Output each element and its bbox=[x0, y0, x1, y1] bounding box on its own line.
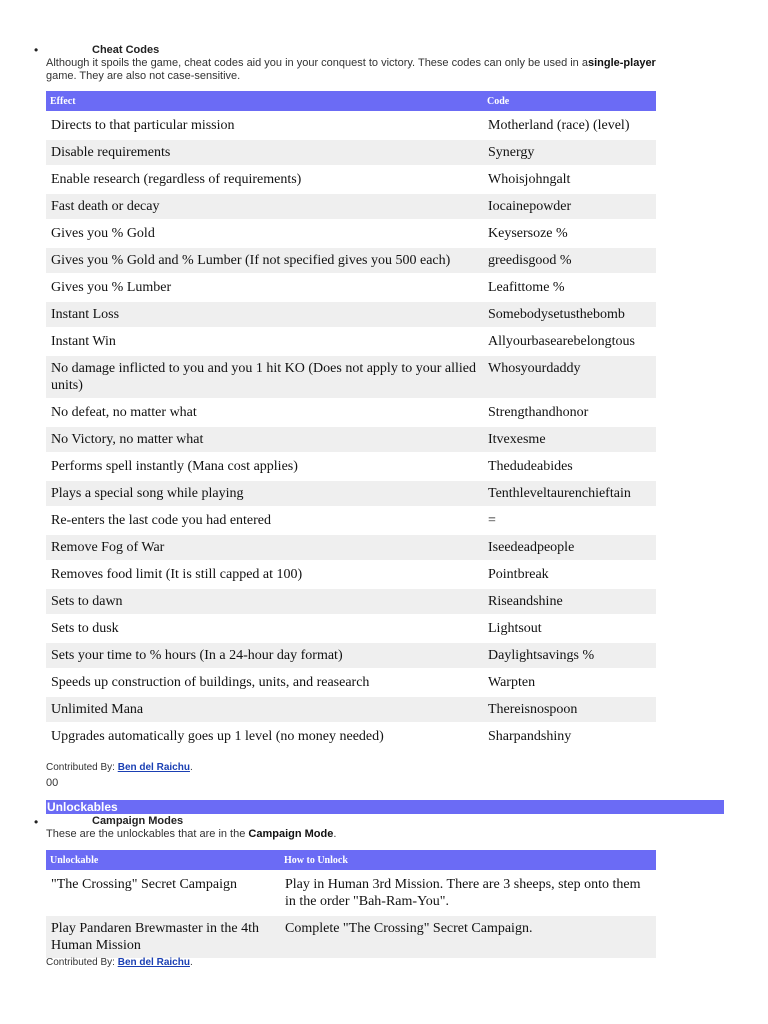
effect-cell: No damage inflicted to you and you 1 hit KO (Does not apply to your allied units) bbox=[46, 355, 483, 399]
code-cell: Thereisnospoon bbox=[483, 696, 656, 723]
extra-line: 00 bbox=[46, 777, 59, 789]
table-row bbox=[46, 696, 656, 723]
code-cell: Whosyourdaddy bbox=[483, 355, 656, 399]
code-cell: Allyourbasearebelongtous bbox=[483, 328, 656, 355]
campaign-contrib-label: Contributed By: bbox=[46, 957, 118, 968]
effect-cell: Plays a special song while playing bbox=[46, 480, 483, 507]
table-row bbox=[46, 166, 656, 193]
table-row bbox=[46, 247, 656, 274]
campaign-contrib-end: . bbox=[189, 957, 193, 968]
table-row bbox=[46, 669, 656, 696]
how-to-unlock-cell: Play in Human 3rd Mission. There are 3 sheeps, step onto them in the order "Bah-Ram-You". bbox=[280, 871, 656, 915]
unlockables-heading: Unlockables bbox=[46, 800, 724, 814]
code-cell: Lightsout bbox=[483, 615, 656, 642]
effect-cell: Performs spell instantly (Mana cost applies) bbox=[46, 453, 483, 480]
campaign-table-header-row bbox=[46, 850, 656, 871]
table-row bbox=[46, 723, 656, 750]
how-to-unlock-column-header: How to Unlock bbox=[280, 850, 656, 871]
cheat-codes-intro bbox=[46, 57, 658, 83]
campaign-unlockables-table bbox=[46, 850, 656, 960]
code-cell: Keysersoze % bbox=[483, 220, 656, 247]
code-cell: Riseandshine bbox=[483, 588, 656, 615]
cheat-table-body bbox=[46, 112, 656, 750]
effect-cell: Directs to that particular mission bbox=[46, 112, 483, 139]
code-cell: Whoisjohngalt bbox=[483, 166, 656, 193]
campaign-modes-bullet: • bbox=[34, 815, 39, 829]
code-cell: Motherland (race) (level) bbox=[483, 112, 656, 139]
table-row bbox=[46, 426, 656, 453]
effect-cell: Instant Loss bbox=[46, 301, 483, 328]
code-cell: Iseedeadpeople bbox=[483, 534, 656, 561]
effect-cell: Sets to dawn bbox=[46, 588, 483, 615]
table-row bbox=[46, 480, 656, 507]
table-row bbox=[46, 915, 656, 959]
table-row bbox=[46, 274, 656, 301]
effect-cell: Fast death or decay bbox=[46, 193, 483, 220]
cheat-contributor bbox=[46, 762, 193, 773]
code-cell: Daylightsavings % bbox=[483, 642, 656, 669]
effect-cell: Disable requirements bbox=[46, 139, 483, 166]
unlockable-cell: "The Crossing" Secret Campaign bbox=[46, 871, 280, 915]
cheat-contrib-end: . bbox=[189, 762, 193, 773]
campaign-intro-text-1: These are the unlockables that are in the bbox=[46, 828, 249, 840]
campaign-modes-heading: Campaign Modes bbox=[92, 815, 184, 827]
table-row bbox=[46, 453, 656, 480]
code-cell: Thedudeabides bbox=[483, 453, 656, 480]
table-row bbox=[46, 561, 656, 588]
effect-cell: Sets to dusk bbox=[46, 615, 483, 642]
effect-column-header: Effect bbox=[46, 91, 483, 112]
campaign-intro-text-2: . bbox=[333, 828, 337, 840]
campaign-contributor bbox=[46, 957, 193, 968]
code-cell: = bbox=[483, 507, 656, 534]
effect-cell: Gives you % Lumber bbox=[46, 274, 483, 301]
table-row bbox=[46, 534, 656, 561]
effect-cell: Remove Fog of War bbox=[46, 534, 483, 561]
table-row bbox=[46, 615, 656, 642]
campaign-table-body bbox=[46, 871, 656, 959]
effect-cell: No defeat, no matter what bbox=[46, 399, 483, 426]
campaign-modes-intro bbox=[46, 828, 658, 841]
code-cell: greedisgood % bbox=[483, 247, 656, 274]
effect-cell: Gives you % Gold and % Lumber (If not specified gives you 500 each) bbox=[46, 247, 483, 274]
table-row bbox=[46, 301, 656, 328]
effect-cell: Gives you % Gold bbox=[46, 220, 483, 247]
code-cell: Warpten bbox=[483, 669, 656, 696]
cheat-codes-bullet: • bbox=[34, 43, 39, 57]
effect-cell: Unlimited Mana bbox=[46, 696, 483, 723]
effect-cell: No Victory, no matter what bbox=[46, 426, 483, 453]
effect-cell: Removes food limit (It is still capped at 100) bbox=[46, 561, 483, 588]
table-row bbox=[46, 139, 656, 166]
cheat-codes-table bbox=[46, 91, 656, 751]
unlockable-column-header: Unlockable bbox=[46, 850, 280, 871]
code-column-header: Code bbox=[483, 91, 656, 112]
code-cell: Iocainepowder bbox=[483, 193, 656, 220]
cheat-codes-heading: Cheat Codes bbox=[92, 44, 160, 56]
campaign-intro-bold: Campaign Mode bbox=[248, 828, 334, 840]
code-cell: Itvexesme bbox=[483, 426, 656, 453]
cheat-intro-text-2: game. They are also not case-sensitive. bbox=[46, 70, 241, 82]
table-row bbox=[46, 642, 656, 669]
table-row bbox=[46, 355, 656, 399]
effect-cell: Enable research (regardless of requirements) bbox=[46, 166, 483, 193]
table-row bbox=[46, 507, 656, 534]
effect-cell: Speeds up construction of buildings, units, and reasearch bbox=[46, 669, 483, 696]
cheat-table-header-row bbox=[46, 91, 656, 112]
cheat-contributor-link[interactable]: Ben del Raichu bbox=[117, 762, 190, 773]
table-row bbox=[46, 588, 656, 615]
effect-cell: Sets your time to % hours (In a 24-hour day format) bbox=[46, 642, 483, 669]
code-cell: Tenthleveltaurenchieftain bbox=[483, 480, 656, 507]
table-row bbox=[46, 399, 656, 426]
effect-cell: Upgrades automatically goes up 1 level (no money needed) bbox=[46, 723, 483, 750]
cheat-intro-bold: single-player bbox=[587, 57, 656, 69]
effect-cell: Re-enters the last code you had entered bbox=[46, 507, 483, 534]
table-row bbox=[46, 871, 656, 915]
code-cell: Leafittome % bbox=[483, 274, 656, 301]
code-cell: Pointbreak bbox=[483, 561, 656, 588]
code-cell: Strengthandhonor bbox=[483, 399, 656, 426]
code-cell: Sharpandshiny bbox=[483, 723, 656, 750]
code-cell: Synergy bbox=[483, 139, 656, 166]
cheat-contrib-label: Contributed By: bbox=[46, 762, 118, 773]
table-row bbox=[46, 220, 656, 247]
table-row bbox=[46, 328, 656, 355]
table-row bbox=[46, 112, 656, 139]
table-row bbox=[46, 193, 656, 220]
how-to-unlock-cell: Complete "The Crossing" Secret Campaign. bbox=[280, 915, 656, 959]
cheat-intro-text-1: Although it spoils the game, cheat codes aid you in your conquest to victory. These codes can only be used in a bbox=[46, 57, 588, 69]
unlockable-cell: Play Pandaren Brewmaster in the 4th Human Mission bbox=[46, 915, 280, 959]
effect-cell: Instant Win bbox=[46, 328, 483, 355]
campaign-contributor-link[interactable]: Ben del Raichu bbox=[117, 957, 190, 968]
code-cell: Somebodysetusthebomb bbox=[483, 301, 656, 328]
